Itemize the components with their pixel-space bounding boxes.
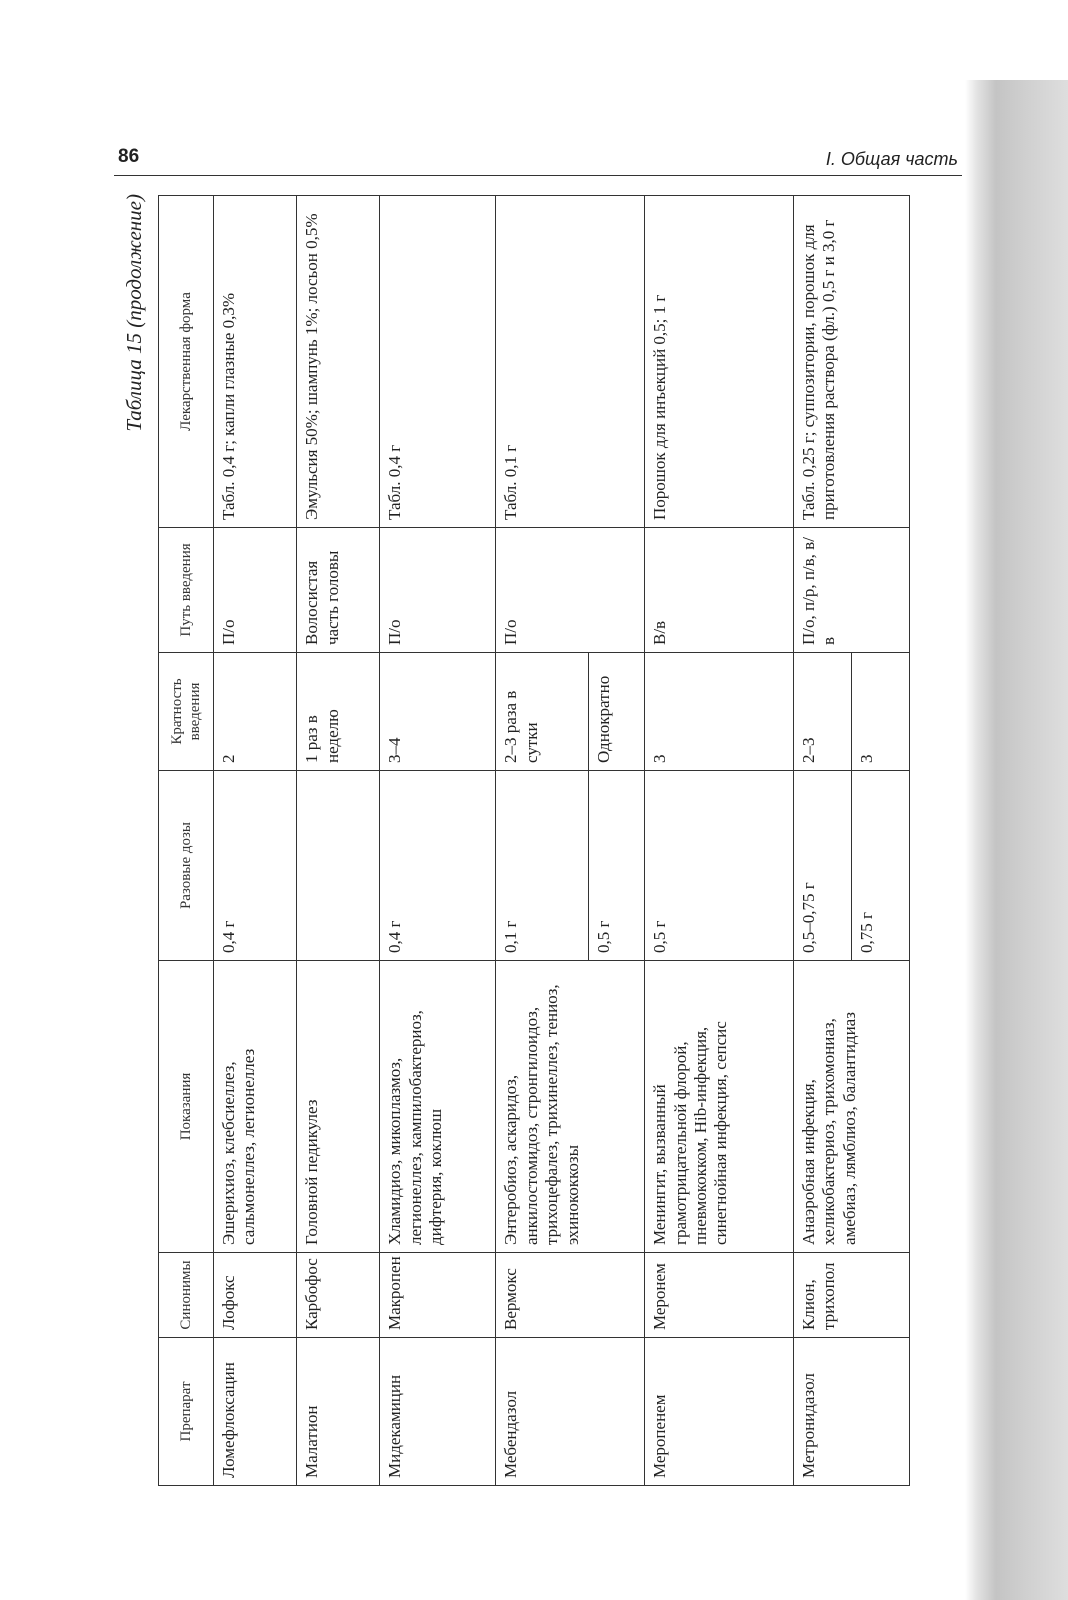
page-edge-shadow	[965, 80, 1068, 1600]
cell-frequency: 3	[645, 653, 794, 771]
cell-form: Табл. 0,4 г	[380, 196, 496, 528]
cell-frequency-2: 3	[851, 653, 909, 771]
table-caption: Таблица 15 (продолжение)	[122, 194, 146, 432]
cell-dose-2: 0,5 г	[589, 771, 645, 961]
cell-indications: Анаэробная инфекция, хеликобактериоз, трихомониаз, амебиаз, лямблиоз, балантидиаз	[793, 961, 909, 1253]
table-header-row	[159, 196, 214, 1486]
cell-dose: 0,1 г	[496, 771, 589, 961]
cell-dose: 0,5–0,75 г	[793, 771, 851, 961]
cell-synonyms: Макропен	[380, 1253, 496, 1338]
cell-route: П/о	[496, 528, 645, 653]
header-synonyms: Синонимы	[159, 1253, 214, 1338]
cell-frequency: 3–4	[380, 653, 496, 771]
cell-indications: Хламидиоз, микоплазмоз, легионеллез, кампилобактериоз, дифтерия, коклюш	[380, 961, 496, 1253]
cell-dose: 0,5 г	[645, 771, 794, 961]
cell-indications: Эшерихиоз, клебсиеллез, сальмонеллез, легионеллез	[214, 961, 297, 1253]
cell-drug: Метронидазол	[793, 1338, 909, 1486]
header-indications: Показания	[159, 961, 214, 1253]
cell-route: П/о, п/р, п/в, в/в	[793, 528, 909, 653]
cell-route: П/о	[214, 528, 297, 653]
table-row	[793, 196, 851, 1486]
table-row	[214, 196, 297, 1486]
cell-form: Порошок для инъекций 0,5; 1 г	[645, 196, 794, 528]
cell-dose	[297, 771, 380, 961]
cell-frequency: 2	[214, 653, 297, 771]
cell-drug: Малатион	[297, 1338, 380, 1486]
running-head: I. Общая часть	[825, 149, 958, 169]
cell-indications: Головной педикулез	[297, 961, 380, 1253]
table-row	[496, 196, 589, 1486]
cell-form: Эмульсия 50%; шампунь 1%; лосьон 0,5%	[297, 196, 380, 528]
header-frequency: Кратность введения	[159, 653, 214, 771]
cell-synonyms: Меронем	[645, 1253, 794, 1338]
table-row	[380, 196, 496, 1486]
cell-dose: 0,4 г	[380, 771, 496, 961]
page-number: 86	[118, 146, 140, 167]
cell-frequency: 2–3	[793, 653, 851, 771]
drug-table	[158, 195, 910, 1486]
table-row	[645, 196, 794, 1486]
cell-synonyms: Лофокс	[214, 1253, 297, 1338]
header-dose: Разовые дозы	[159, 771, 214, 961]
cell-form: Табл. 0,4 г; капли глазные 0,3%	[214, 196, 297, 528]
cell-drug: Меропенем	[645, 1338, 794, 1486]
header-form: Лекарственная форма	[159, 196, 214, 528]
cell-synonyms: Карбофос	[297, 1253, 380, 1338]
header-rule	[114, 175, 962, 176]
cell-route: П/о	[380, 528, 496, 653]
cell-form: Табл. 0,1 г	[496, 196, 645, 528]
rotated-table-wrapper	[158, 196, 910, 1486]
cell-drug: Ломефлоксацин	[214, 1338, 297, 1486]
cell-frequency-2: Однократно	[589, 653, 645, 771]
cell-synonyms: Клион, трихопол	[793, 1253, 909, 1338]
cell-indications: Энтеробиоз, аскаридоз, анкилостомидоз, стронгилоидоз, трихоцефалез, трихинеллез, тениоз, эхинококкозы	[496, 961, 645, 1253]
cell-indications: Менингит, вызванный грамотрицательной флорой, пневмококком, Hib-инфекция, синегнойная инфекция, сепсис	[645, 961, 794, 1253]
cell-drug: Мебендазол	[496, 1338, 645, 1486]
cell-route: В/в	[645, 528, 794, 653]
cell-drug: Мидекамицин	[380, 1338, 496, 1486]
cell-synonyms: Вермокс	[496, 1253, 645, 1338]
cell-frequency: 1 раз в неделю	[297, 653, 380, 771]
cell-dose-2: 0,75 г	[851, 771, 909, 961]
cell-frequency: 2–3 раза в сутки	[496, 653, 589, 771]
cell-dose: 0,4 г	[214, 771, 297, 961]
cell-route: Волосистая часть головы	[297, 528, 380, 653]
table-row	[297, 196, 380, 1486]
cell-form: Табл. 0,25 г; суппозитории, порошок для приготовления раствора (фл.) 0,5 г и 3,0 г	[793, 196, 909, 528]
header-drug: Препарат	[159, 1338, 214, 1486]
header-route: Путь введения	[159, 528, 214, 653]
